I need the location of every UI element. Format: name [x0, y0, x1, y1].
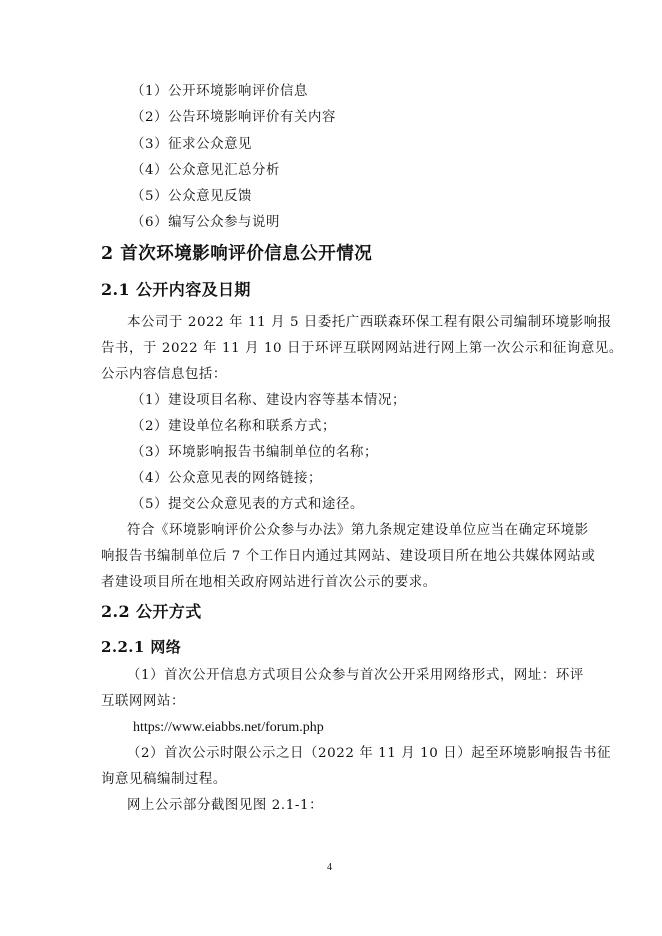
paragraph-line: 公示内容信息包括： — [101, 367, 227, 382]
intro-list-item: （6）编写公众参与说明 — [131, 215, 281, 230]
section-heading-2-2-1: 2.2.1 网络 — [101, 638, 182, 656]
content-list-item: （4）公众意见表的网络链接； — [131, 471, 322, 486]
content-list-item: （1）建设项目名称、建设内容等基本情况； — [131, 393, 406, 408]
paragraph-line: 者建设项目所在地相关政府网站进行首次公示的要求。 — [101, 575, 437, 590]
paragraph-line: （1）首次公开信息方式项目公众参与首次公开采用网络形式，网址：环评 — [127, 668, 584, 683]
intro-list-item: （4）公众意见汇总分析 — [131, 163, 281, 178]
intro-list-item: （3）征求公众意见 — [131, 137, 253, 152]
paragraph-line: 符合《环境影响评价公众参与办法》第九条规定建设单位应当在确定环境影 — [127, 523, 589, 538]
content-list-item: （2）建设单位名称和联系方式； — [131, 419, 336, 434]
paragraph-line: 响报告书编制单位后 7 个工作日内通过其网站、建设项目所在地公共媒体网站或 — [101, 549, 596, 564]
section-heading-2-2: 2.2 公开方式 — [101, 602, 202, 621]
paragraph-line: 告书，于 2022 年 11 月 10 日于环评互联网网站进行网上第一次公示和征询意见。 — [101, 341, 623, 356]
website-url-link[interactable]: https://www.eiabbs.net/forum.php — [133, 720, 324, 735]
page-number: 4 — [327, 862, 332, 873]
intro-list-item: （5）公众意见反馈 — [131, 189, 253, 204]
paragraph-line: 互联网网站： — [101, 694, 185, 709]
intro-list-item: （2）公告环境影响评价有关内容 — [131, 110, 336, 125]
paragraph-line: 询意见稿编制过程。 — [101, 772, 227, 787]
paragraph-line: 本公司于 2022 年 11 月 5 日委托广西联森环保工程有限公司编制环境影响报 — [127, 315, 612, 330]
intro-list-item: （1）公开环境影响评价信息 — [131, 84, 309, 99]
section-heading-2: 2 首次环境影响评价信息公开情况 — [101, 244, 373, 264]
paragraph-line: （2）首次公示时限公示之日（2022 年 11 月 10 日）起至环境影响报告书征 — [127, 746, 612, 761]
section-heading-2-1: 2.1 公开内容及日期 — [101, 280, 251, 299]
paragraph-line: 网上公示部分截图见图 2.1-1： — [127, 798, 324, 813]
content-list-item: （5）提交公众意见表的方式和途径。 — [131, 497, 364, 512]
content-list-item: （3）环境影响报告书编制单位的名称； — [131, 445, 378, 460]
